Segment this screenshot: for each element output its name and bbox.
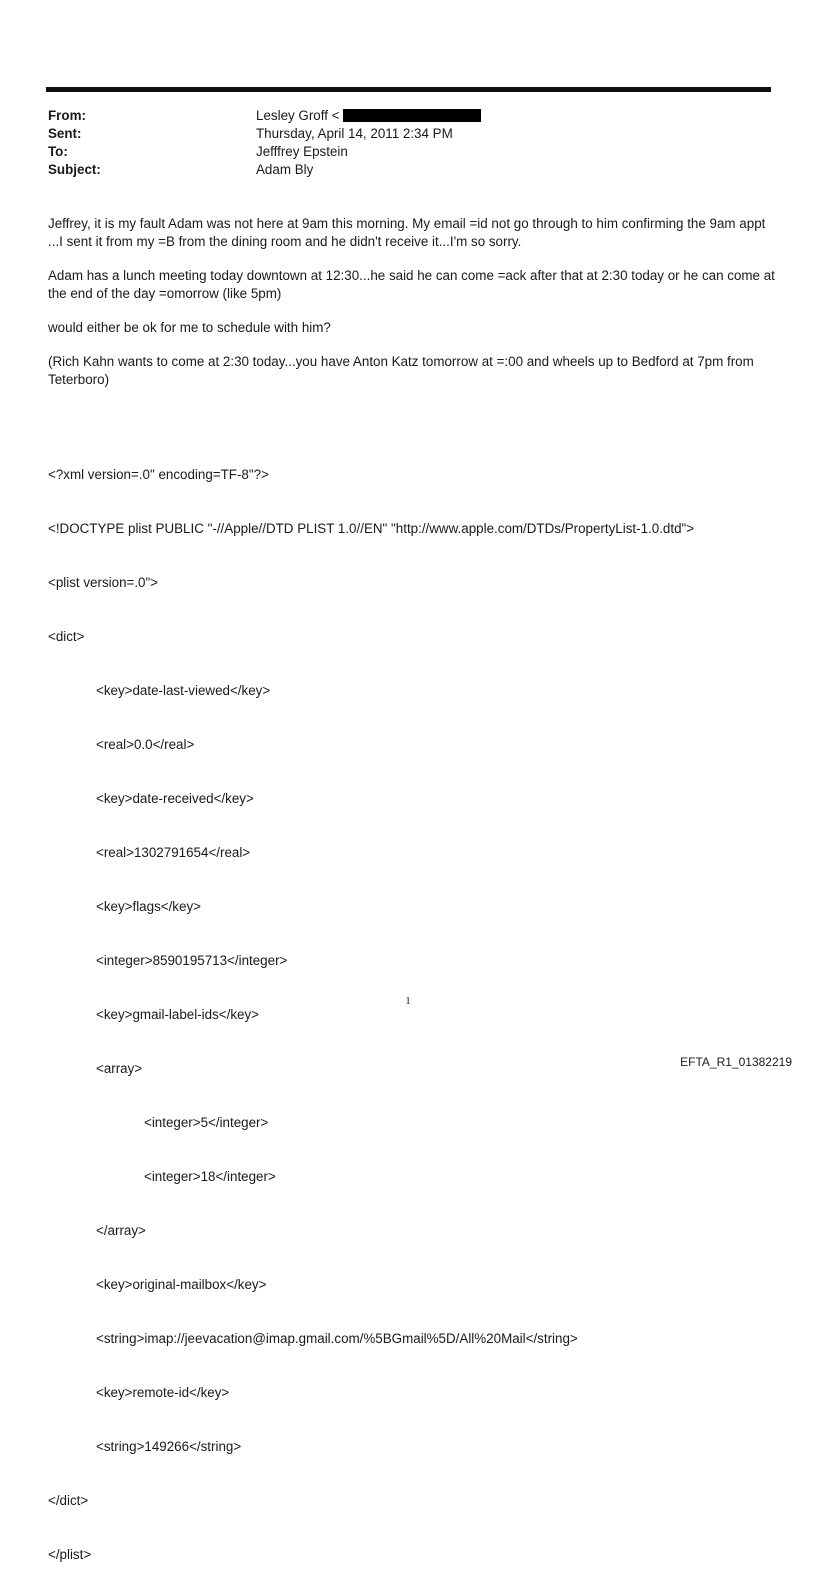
email-body — [48, 215, 776, 405]
plist-line: <dict> — [48, 629, 85, 644]
plist-line: <real>1302791654</real> — [96, 845, 251, 860]
plist-line: <?xml version=.0" encoding=TF-8"?> — [48, 467, 269, 482]
plist-line: <real>0.0</real> — [96, 737, 195, 752]
body-paragraph-4: (Rich Kahn wants to come at 2:30 today...you have Anton Katz tomorrow at =:00 and wheels up to Bedford at 7pm from Teterboro) — [48, 354, 754, 387]
plist-line: <key>remote-id</key> — [96, 1385, 230, 1400]
header-rule — [46, 87, 771, 92]
plist-line: <key>date-last-viewed</key> — [96, 683, 271, 698]
subject-value: Adam Bly — [256, 162, 314, 177]
to-row — [48, 143, 481, 161]
plist-line: <integer>18</integer> — [144, 1169, 276, 1184]
body-paragraph-2: Adam has a lunch meeting today downtown at 12:30...he said he can come =ack after that at 2:30 today or he can come at the end of the day =omorrow (like 5pm) — [48, 268, 775, 301]
subject-row — [48, 161, 481, 179]
to-value: Jefffrey Epstein — [256, 144, 348, 159]
plist-line: <key>original-mailbox</key> — [96, 1277, 267, 1292]
redaction-bar — [343, 109, 481, 122]
plist-line: <key>gmail-label-ids</key> — [96, 1007, 260, 1022]
plist-line: <array> — [96, 1061, 143, 1076]
subject-label: Subject: — [48, 162, 101, 177]
sent-label: Sent: — [48, 126, 82, 141]
plist-line: <!DOCTYPE plist PUBLIC "-//Apple//DTD PLIST 1.0//EN" "http://www.apple.com/DTDs/PropertyList-1.0.dtd"> — [48, 521, 695, 536]
sender-name: Lesley Groff < — [256, 108, 340, 123]
document-id: EFTA_R1_01382219 — [680, 1055, 792, 1069]
from-value — [256, 107, 481, 125]
from-label: From: — [48, 108, 86, 123]
plist-line: <string>149266</string> — [96, 1439, 242, 1454]
plist-line: <key>flags</key> — [96, 899, 201, 914]
plist-line: </plist> — [48, 1547, 92, 1562]
to-label: To: — [48, 144, 68, 159]
plist-line: </array> — [96, 1223, 146, 1238]
plist-line: <integer>8590195713</integer> — [96, 953, 288, 968]
email-header — [48, 107, 481, 179]
body-paragraph-3: would either be ok for me to schedule with him? — [48, 320, 331, 335]
plist-line: <integer>5</integer> — [144, 1115, 269, 1130]
plist-line: <string>imap://jeevacation@imap.gmail.com/%5BGmail%5D/All%20Mail</string> — [96, 1331, 578, 1346]
plist-line: </dict> — [48, 1493, 89, 1508]
plist-line: <key>date-received</key> — [96, 791, 254, 806]
sent-row — [48, 125, 481, 143]
from-row — [48, 107, 481, 125]
sent-value: Thursday, April 14, 2011 2:34 PM — [256, 126, 453, 141]
plist-line: <plist version=.0"> — [48, 575, 159, 590]
body-paragraph-1: Jeffrey, it is my fault Adam was not here at 9am this morning. My email =id not go through to him confirming the 9am appt ...I sent it from my =B from the dining room and he didn't receive it...I'm so sorry. — [48, 216, 766, 249]
page-number: 1 — [405, 995, 411, 1007]
